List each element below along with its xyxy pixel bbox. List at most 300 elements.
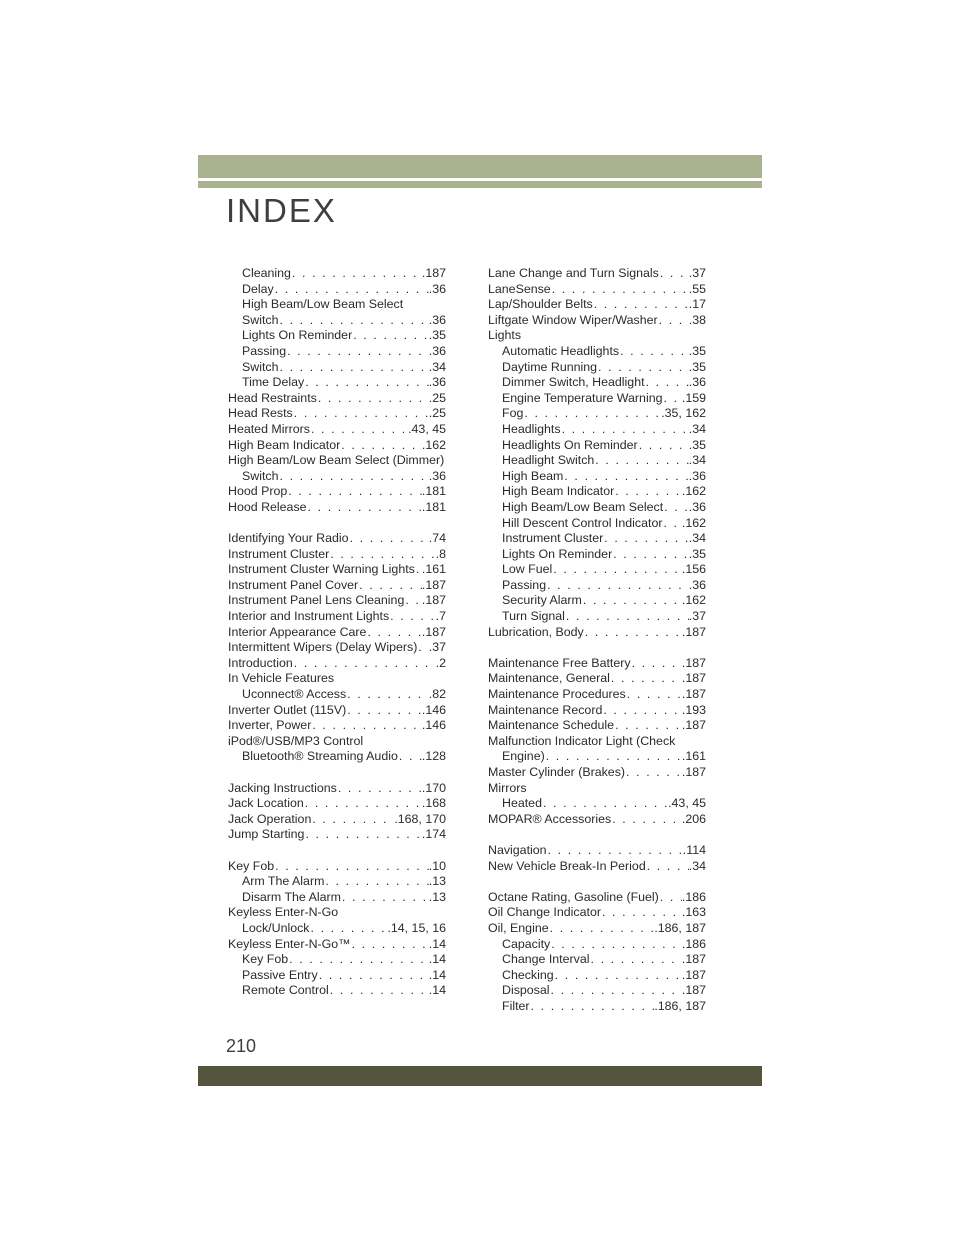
entry-page: .162 xyxy=(681,593,706,608)
index-entry xyxy=(228,609,446,625)
entry-term: Disarm The Alarm xyxy=(242,889,341,904)
dot-leader xyxy=(349,531,429,547)
entry-page: .168 xyxy=(421,796,446,811)
dot-leader xyxy=(293,656,436,672)
entry-page: .74 xyxy=(428,531,446,546)
index-subentry xyxy=(488,952,706,968)
entry-page: .37 xyxy=(428,640,446,655)
dot-leader xyxy=(662,391,681,407)
entry-term: Maintenance, General xyxy=(488,671,610,686)
entry-term: Octane Rating, Gasoline (Fuel) xyxy=(488,889,659,904)
dot-leader xyxy=(550,983,682,999)
dot-leader xyxy=(625,765,682,781)
dot-leader xyxy=(530,999,655,1015)
entry-term: Filter xyxy=(502,998,530,1013)
dot-leader xyxy=(291,266,422,282)
entry-page: .35 xyxy=(688,546,706,561)
index-entry xyxy=(228,734,446,750)
index-subentry xyxy=(488,796,706,812)
dot-leader xyxy=(352,328,429,344)
entry-term: Headlights xyxy=(502,421,561,436)
entry-page: .8 xyxy=(435,546,446,561)
dot-leader xyxy=(337,781,422,797)
entry-term: Engine Temperature Warning xyxy=(502,390,663,405)
entry-term: Introduction xyxy=(228,655,293,670)
entry-page: .13 xyxy=(428,874,446,889)
entry-page: .163 xyxy=(681,905,706,920)
entry-page: .14 xyxy=(428,952,446,967)
index-entry xyxy=(228,562,446,578)
dot-leader xyxy=(279,360,429,376)
entry-page: .35 xyxy=(688,437,706,452)
entry-term: Identifying Your Radio xyxy=(228,531,349,546)
entry-page: .34 xyxy=(688,858,706,873)
entry-term: Headlights On Reminder xyxy=(502,437,638,452)
entry-term: Uconnect® Access xyxy=(242,687,347,702)
index-entry xyxy=(228,453,446,469)
entry-page: .187 xyxy=(681,655,706,670)
index-entry xyxy=(228,625,446,641)
index-subentry xyxy=(228,874,446,890)
index-subentry xyxy=(488,609,706,625)
index-subentry xyxy=(488,469,706,485)
index-entry xyxy=(228,905,446,921)
dot-leader xyxy=(659,890,682,906)
dot-leader xyxy=(565,609,689,625)
entry-term: High Beam Indicator xyxy=(228,437,341,452)
dot-leader xyxy=(318,968,429,984)
index-entry xyxy=(488,765,706,781)
dot-leader xyxy=(366,625,421,641)
dot-leader xyxy=(293,406,429,422)
entry-page: .34 xyxy=(688,421,706,436)
dot-leader xyxy=(619,344,689,360)
index-entry xyxy=(228,703,446,719)
entry-page: .187 xyxy=(681,967,706,982)
dot-leader xyxy=(415,562,422,578)
index-entry xyxy=(488,718,706,734)
entry-page: .146 xyxy=(421,702,446,717)
entry-term: MOPAR® Accessories xyxy=(488,811,612,826)
dot-leader xyxy=(645,375,689,391)
dot-leader xyxy=(584,625,682,641)
entry-page: .170 xyxy=(421,780,446,795)
index-entry xyxy=(228,812,446,828)
entry-term: Jack Location xyxy=(228,796,304,811)
index-subentry xyxy=(488,968,706,984)
dot-leader xyxy=(346,703,422,719)
entry-page: .161 xyxy=(681,749,706,764)
index-subentry xyxy=(488,562,706,578)
entry-term: Inverter, Power xyxy=(228,718,312,733)
entry-page: .161 xyxy=(421,562,446,577)
index-entry xyxy=(228,500,446,516)
entry-page: .181 xyxy=(421,484,446,499)
dot-leader xyxy=(286,344,429,360)
entry-term: Lights On Reminder xyxy=(502,546,613,561)
entry-term: Arm The Alarm xyxy=(242,874,325,889)
dot-leader xyxy=(310,422,408,438)
index-entry xyxy=(488,313,706,329)
entry-term: Master Cylinder (Brakes) xyxy=(488,765,626,779)
index-entry xyxy=(228,406,446,422)
dot-leader xyxy=(582,593,682,609)
index-subentry xyxy=(488,391,706,407)
entry-page: .35 xyxy=(688,359,706,374)
entry-page: .38 xyxy=(688,312,706,327)
dot-leader xyxy=(551,282,689,298)
entry-page: .35 xyxy=(688,343,706,358)
index-subentry xyxy=(228,360,446,376)
entry-term: Head Restraints xyxy=(228,390,317,405)
dot-leader xyxy=(341,890,429,906)
dot-leader xyxy=(279,469,429,485)
dot-leader xyxy=(389,609,435,625)
entry-term: Passing xyxy=(242,343,287,358)
index-subentry xyxy=(488,999,706,1015)
entry-term: Automatic Headlights xyxy=(502,343,620,358)
entry-page: .25 xyxy=(428,406,446,421)
entry-page: .17 xyxy=(688,297,706,312)
entry-term: Interior Appearance Care xyxy=(228,624,367,639)
entry-page: .34 xyxy=(688,453,706,468)
entry-term: Fog xyxy=(502,406,524,421)
entry-page: .187 xyxy=(681,983,706,998)
index-entry xyxy=(228,781,446,797)
entry-term: New Vehicle Break-In Period xyxy=(488,858,646,873)
index-subentry xyxy=(488,749,706,765)
index-entry xyxy=(488,671,706,687)
entry-spacer xyxy=(228,516,446,532)
index-entry xyxy=(488,734,706,750)
entry-term: Turn Signal xyxy=(502,609,565,624)
index-entry xyxy=(488,781,706,797)
entry-term: Lights xyxy=(488,328,522,343)
dot-leader xyxy=(603,531,689,547)
index-entry xyxy=(228,438,446,454)
entry-term: Lights On Reminder xyxy=(242,328,353,343)
entry-page: .14 xyxy=(428,983,446,998)
entry-page: .14, 15, 16 xyxy=(387,920,446,935)
index-entry xyxy=(488,282,706,298)
dot-leader xyxy=(317,391,429,407)
index-entry xyxy=(488,328,706,344)
dot-leader xyxy=(329,547,435,563)
entry-page: .37 xyxy=(688,609,706,624)
index-subentry xyxy=(228,313,446,329)
dot-leader xyxy=(304,827,421,843)
dot-leader xyxy=(549,921,655,937)
index-entry xyxy=(228,391,446,407)
entry-page: .193 xyxy=(681,702,706,717)
entry-page: .168, 170 xyxy=(394,811,446,826)
entry-term: High Beam/Low Beam Select xyxy=(242,297,404,312)
entry-term: Instrument Panel Lens Cleaning xyxy=(228,593,405,608)
dot-leader xyxy=(646,859,689,875)
entry-term: Hood Prop xyxy=(228,484,288,499)
dot-leader xyxy=(311,812,394,828)
entry-term: Delay xyxy=(242,281,274,296)
entry-page: .156 xyxy=(681,562,706,577)
index-entry xyxy=(228,593,446,609)
entry-term: High Beam xyxy=(502,468,564,483)
entry-spacer xyxy=(228,765,446,781)
entry-term: Passing xyxy=(502,577,547,592)
entry-page: .128 xyxy=(421,749,446,764)
index-entry xyxy=(488,656,706,672)
dot-leader xyxy=(612,547,689,563)
entry-term: iPod®/USB/MP3 Control xyxy=(228,733,364,748)
dot-leader xyxy=(351,937,429,953)
index-subentry xyxy=(228,952,446,968)
index-subentry xyxy=(488,422,706,438)
index-subentry xyxy=(488,484,706,500)
entry-page: .187 xyxy=(421,593,446,608)
entry-term: Switch xyxy=(242,312,279,327)
dot-leader xyxy=(602,703,682,719)
entry-page: .186, 187 xyxy=(654,920,706,935)
index-subentry xyxy=(488,516,706,532)
index-entry xyxy=(228,640,446,656)
entry-page: .37 xyxy=(688,266,706,280)
entry-term: Bluetooth® Streaming Audio xyxy=(242,749,398,764)
index-subentry xyxy=(488,375,706,391)
dot-leader xyxy=(304,796,422,812)
footer-band xyxy=(198,1066,762,1086)
dot-leader xyxy=(542,796,668,812)
entry-term: Inverter Outlet (115V) xyxy=(228,702,347,717)
entry-page: .146 xyxy=(421,718,446,733)
header-rule xyxy=(198,181,762,188)
entry-page: .36 xyxy=(688,375,706,390)
dot-leader xyxy=(274,282,429,298)
entry-page: .174 xyxy=(421,827,446,842)
entry-term: Interior and Instrument Lights xyxy=(228,609,390,624)
dot-leader xyxy=(610,671,682,687)
dot-leader xyxy=(626,687,682,703)
index-subentry xyxy=(228,749,446,765)
entry-page: .36 xyxy=(688,499,706,514)
entry-term: High Beam/Low Beam Select xyxy=(502,499,664,514)
entry-page: .162 xyxy=(681,515,706,530)
dot-leader xyxy=(658,313,689,329)
entry-spacer xyxy=(228,843,446,859)
entry-term: Engine) xyxy=(502,749,545,764)
index-subentry xyxy=(488,360,706,376)
entry-page: .187 xyxy=(681,624,706,639)
entry-term: Switch xyxy=(242,359,279,374)
entry-term: Hill Descent Control Indicator xyxy=(502,515,663,530)
dot-leader xyxy=(563,469,688,485)
index-entry xyxy=(488,625,706,641)
entry-page: .36 xyxy=(428,468,446,483)
index-entry xyxy=(228,671,446,687)
index-entry xyxy=(488,266,706,282)
entry-page: .35 xyxy=(428,328,446,343)
dot-leader xyxy=(329,983,429,999)
entry-term: Oil, Engine xyxy=(488,920,549,935)
entry-page: .187 xyxy=(421,624,446,639)
index-subentry xyxy=(488,500,706,516)
entry-term: Instrument Cluster xyxy=(228,546,330,561)
entry-term: Security Alarm xyxy=(502,593,582,608)
entry-page: .36 xyxy=(428,281,446,296)
entry-term: Hood Release xyxy=(228,499,307,514)
entry-page: .187 xyxy=(421,266,446,280)
entry-term: Oil Change Indicator xyxy=(488,905,601,920)
dot-leader xyxy=(346,687,429,703)
dot-leader xyxy=(611,812,682,828)
dot-leader xyxy=(554,968,682,984)
entry-term: Key Fob xyxy=(242,952,289,967)
entry-term: Heated xyxy=(502,796,542,811)
entry-page: .181 xyxy=(421,499,446,514)
index-entry xyxy=(488,812,706,828)
dot-leader xyxy=(304,375,429,391)
entry-term: Maintenance Free Battery xyxy=(488,655,631,670)
dot-leader xyxy=(417,640,428,656)
index-entry xyxy=(228,484,446,500)
dot-leader xyxy=(274,859,429,875)
entry-term: Key Fob xyxy=(228,858,275,873)
entry-term: Lock/Unlock xyxy=(242,920,310,935)
entry-term: LaneSense xyxy=(488,281,551,296)
entry-term: Maintenance Record xyxy=(488,702,603,717)
entry-page: .35, 162 xyxy=(661,406,706,421)
index-subentry xyxy=(228,375,446,391)
index-entry xyxy=(228,859,446,875)
entry-page: .36 xyxy=(428,312,446,327)
entry-page: .36 xyxy=(688,468,706,483)
entry-page: .34 xyxy=(688,531,706,546)
dot-leader xyxy=(523,406,661,422)
entry-page: .187 xyxy=(421,577,446,592)
dot-leader xyxy=(279,313,429,329)
entry-term: Liftgate Window Wiper/Washer xyxy=(488,312,658,327)
index-subentry xyxy=(488,937,706,953)
index-column-left xyxy=(228,266,446,999)
index-entry xyxy=(228,578,446,594)
header-band xyxy=(198,155,762,178)
index-entry xyxy=(488,921,706,937)
entry-term: Navigation xyxy=(488,842,547,857)
entry-term: Headlight Switch xyxy=(502,453,595,468)
entry-page: .159 xyxy=(681,390,706,405)
index-subentry xyxy=(488,983,706,999)
entry-page: .25 xyxy=(428,390,446,405)
entry-term: In Vehicle Features xyxy=(228,671,335,686)
entry-page: .36 xyxy=(428,343,446,358)
entry-term: Lubrication, Body xyxy=(488,624,584,639)
entry-term: Capacity xyxy=(502,936,551,951)
index-entry xyxy=(488,905,706,921)
dot-leader xyxy=(631,656,682,672)
index-entry xyxy=(228,718,446,734)
index-subentry xyxy=(488,453,706,469)
index-entry xyxy=(488,859,706,875)
entry-term: Jump Starting xyxy=(228,827,305,842)
dot-leader xyxy=(288,952,429,968)
index-subentry xyxy=(488,578,706,594)
dot-leader xyxy=(552,562,682,578)
dot-leader xyxy=(594,453,688,469)
index-subentry xyxy=(488,344,706,360)
dot-leader xyxy=(398,749,422,765)
entry-term: Keyless Enter-N-Go™ xyxy=(228,936,351,951)
entry-page: .14 xyxy=(428,967,446,982)
entry-term: Maintenance Procedures xyxy=(488,687,626,702)
index-entry xyxy=(488,703,706,719)
dot-leader xyxy=(545,749,682,765)
index-subentry xyxy=(228,469,446,485)
dot-leader xyxy=(638,438,689,454)
entry-page: .13 xyxy=(428,889,446,904)
entry-term: Keyless Enter-N-Go xyxy=(228,905,339,920)
entry-page: .187 xyxy=(681,765,706,779)
dot-leader xyxy=(663,500,689,516)
index-entry xyxy=(488,297,706,313)
index-column-right xyxy=(488,266,706,1015)
entry-term: Jack Operation xyxy=(228,811,312,826)
index-subentry xyxy=(228,983,446,999)
dot-leader xyxy=(324,874,428,890)
entry-page: .114 xyxy=(682,842,706,857)
index-subentry xyxy=(488,438,706,454)
entry-term: Change Interval xyxy=(502,952,590,967)
index-subentry xyxy=(228,890,446,906)
entry-term: Dimmer Switch, Headlight xyxy=(502,375,645,390)
index-subentry xyxy=(228,921,446,937)
dot-leader xyxy=(614,484,682,500)
index-subentry xyxy=(488,547,706,563)
index-subentry xyxy=(228,266,446,282)
page-number: 210 xyxy=(226,1036,257,1056)
dot-leader xyxy=(561,422,689,438)
index-subentry xyxy=(228,968,446,984)
dot-leader xyxy=(358,578,422,594)
index-entry xyxy=(228,796,446,812)
entry-page: .34 xyxy=(428,359,446,374)
dot-leader xyxy=(614,718,682,734)
entry-page: .187 xyxy=(681,671,706,686)
dot-leader xyxy=(310,921,388,937)
entry-page: .2 xyxy=(435,655,446,670)
dot-leader xyxy=(659,266,689,282)
entry-term: High Beam/Low Beam Select (Dimmer) xyxy=(228,453,445,468)
dot-leader xyxy=(601,905,682,921)
entry-page: .206 xyxy=(681,811,706,826)
entry-term: Checking xyxy=(502,967,554,982)
entry-page: .82 xyxy=(428,687,446,702)
entry-term: Lap/Shoulder Belts xyxy=(488,297,593,312)
entry-term: Remote Control xyxy=(242,983,329,998)
index-subentry xyxy=(228,297,446,313)
entry-page: .186 xyxy=(681,889,706,904)
index-entry xyxy=(488,890,706,906)
entry-term: Daytime Running xyxy=(502,359,598,374)
entry-term: Intermittent Wipers (Delay Wipers) xyxy=(228,640,418,655)
index-subentry xyxy=(228,344,446,360)
index-entry xyxy=(228,531,446,547)
entry-term: Switch xyxy=(242,468,279,483)
index-entry xyxy=(228,547,446,563)
index-entry xyxy=(228,656,446,672)
entry-page: .10 xyxy=(428,858,446,873)
dot-leader xyxy=(287,484,422,500)
entry-term: Lane Change and Turn Signals xyxy=(488,266,659,280)
entry-spacer xyxy=(488,640,706,656)
index-subentry xyxy=(488,406,706,422)
